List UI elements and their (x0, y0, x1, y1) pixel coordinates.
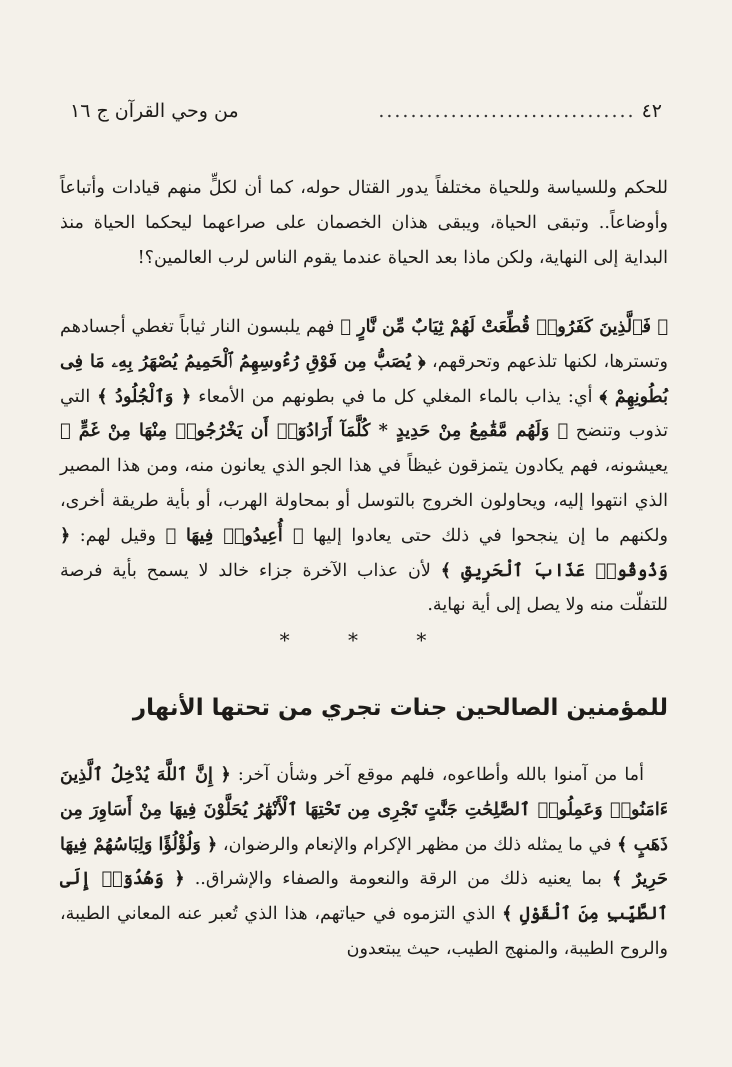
quran-verse: ﴿ إِنَّ ٱللَّهَ يُدْخِلُ ٱلَّذِينَ ءَامَنُوا۟ وَعَمِلُوا۟ ٱلصَّٰلِحَٰتِ جَنَّٰتٍ تَجْرِى مِن تَحْتِهَا ٱلْأَنْهَٰرُ يُحَلَّوْنَ فِيهَا مِنْ أَسَاوِرَ مِن ذَهَبٍ ﴾ (60, 764, 668, 855)
quran-verse: ﴿ وَهُدُوٓا۟ إِلَى ٱلطَّيِّبِ مِنَ ٱلْقَوْلِ ﴾ (60, 868, 669, 925)
running-header (70, 100, 662, 122)
quran-verse: ﴿ وَٱلْجُلُودُ ﴾ (97, 385, 192, 407)
dot-leader: ................................ (378, 100, 636, 122)
body-text: التي تذوب وتنضح (60, 386, 668, 442)
body-text: يعيشونه، فهم يكادون يتمزقون غيظاً في هذا الجو الذي يعانون منه، ومن هذا المصير الذي انتهوا إليه، ويحاولون الخروج بالتوسل أو بمحاولة الهرب، أو بأية طريقة أخرى، ولكنهم ما إن ينجحوا في ذلك حتى يعادوا إليها (60, 456, 668, 546)
body-text: في ما يمثله ذلك من مظهر الإكرام والإنعام والرضوان، (217, 834, 618, 855)
paragraph-1: للحكم وللسياسة وللحياة مختلفاً يدور القتال حوله، كما أن لكلٍّ منهم قيادات وأتباعاً وأوضاعاً.. وتبقى الحياة، ويبقى هذان الخصمان على صراعهما ليحكما الحياة منذ البداية إلى النهاية، ولكن ماذا بعد الحياة عندما يقوم الناس لرب العالمين؟! (60, 178, 668, 268)
body-text: الذي التزموه في حياتهم، هذا الذي تُعبر عنه المعاني الطيبة، والروح الطيبة، والمنهج الطيب، حيث يبتعدون (60, 904, 668, 959)
quran-verse: ﴿ وَلَهُم مَّقَٰمِعُ مِنْ حَدِيدٍ * كُلَّمَآ أَرَادُوٓا۟ أَن يَخْرُجُوا۟ مِنْهَا مِنْ غَمٍّ ﴾ (60, 420, 569, 442)
body-text: فهم يلبسون النار ثياباً تغطي أجسادهم وتسترها، لكنها تلذعهم وتحرقهم، (60, 317, 668, 372)
quran-verse: ﴿ وَذُوقُوا۟ عَذَابَ ٱلْحَرِيقِ ﴾ (60, 524, 668, 581)
section-heading: للمؤمنين الصالحين جنات تجري من تحتها الأنهار (132, 695, 668, 721)
body-text: بما يعنيه ذلك من الرقة والنعومة والصفاء والإشراق.. (184, 869, 612, 890)
body-text: أي: يذاب بالماء المغلي كل ما في بطونهم من الأمعاء (191, 386, 600, 407)
body-text: لأن عذاب الآخرة جزاء خالد لا يسمح بأية فرصة للتفلّت منه ولا يصل إلى أية نهاية. (60, 560, 668, 616)
quran-verse: ﴿ وَلُؤْلُؤًا وَلِبَاسُهُمْ فِيهَا حَرِيرٌ ﴾ (60, 833, 668, 890)
section-separator: * * * (279, 628, 453, 652)
paragraph-2 (60, 310, 668, 623)
quran-verse: ﴿ أُعِيدُوا۟ فِيهَا ﴾ (165, 524, 304, 546)
body-text: أما من آمنوا بالله وأطاعوه، فلهم موقع آخر وشأن آخر: (230, 765, 644, 785)
quran-verse: ﴿ فَٱلَّذِينَ كَفَرُوا۟ قُطِّعَتْ لَهُمْ ثِيَابٌ مِّن نَّارٍ ﴾ (340, 316, 668, 337)
body-text: وقيل لهم: (70, 525, 166, 546)
quran-verse: ﴿ يُصَبُّ مِن فَوْقِ رُءُوسِهِمُ ٱلْحَمِيمُ يُصْهَرُ بِهِۦ مَا فِى بُطُونِهِمْ ﴾ (60, 350, 669, 407)
book-title: من وحي القرآن ج ١٦ (70, 100, 239, 122)
paragraph-3 (60, 758, 668, 967)
page-number: ٤٢ (641, 100, 662, 122)
